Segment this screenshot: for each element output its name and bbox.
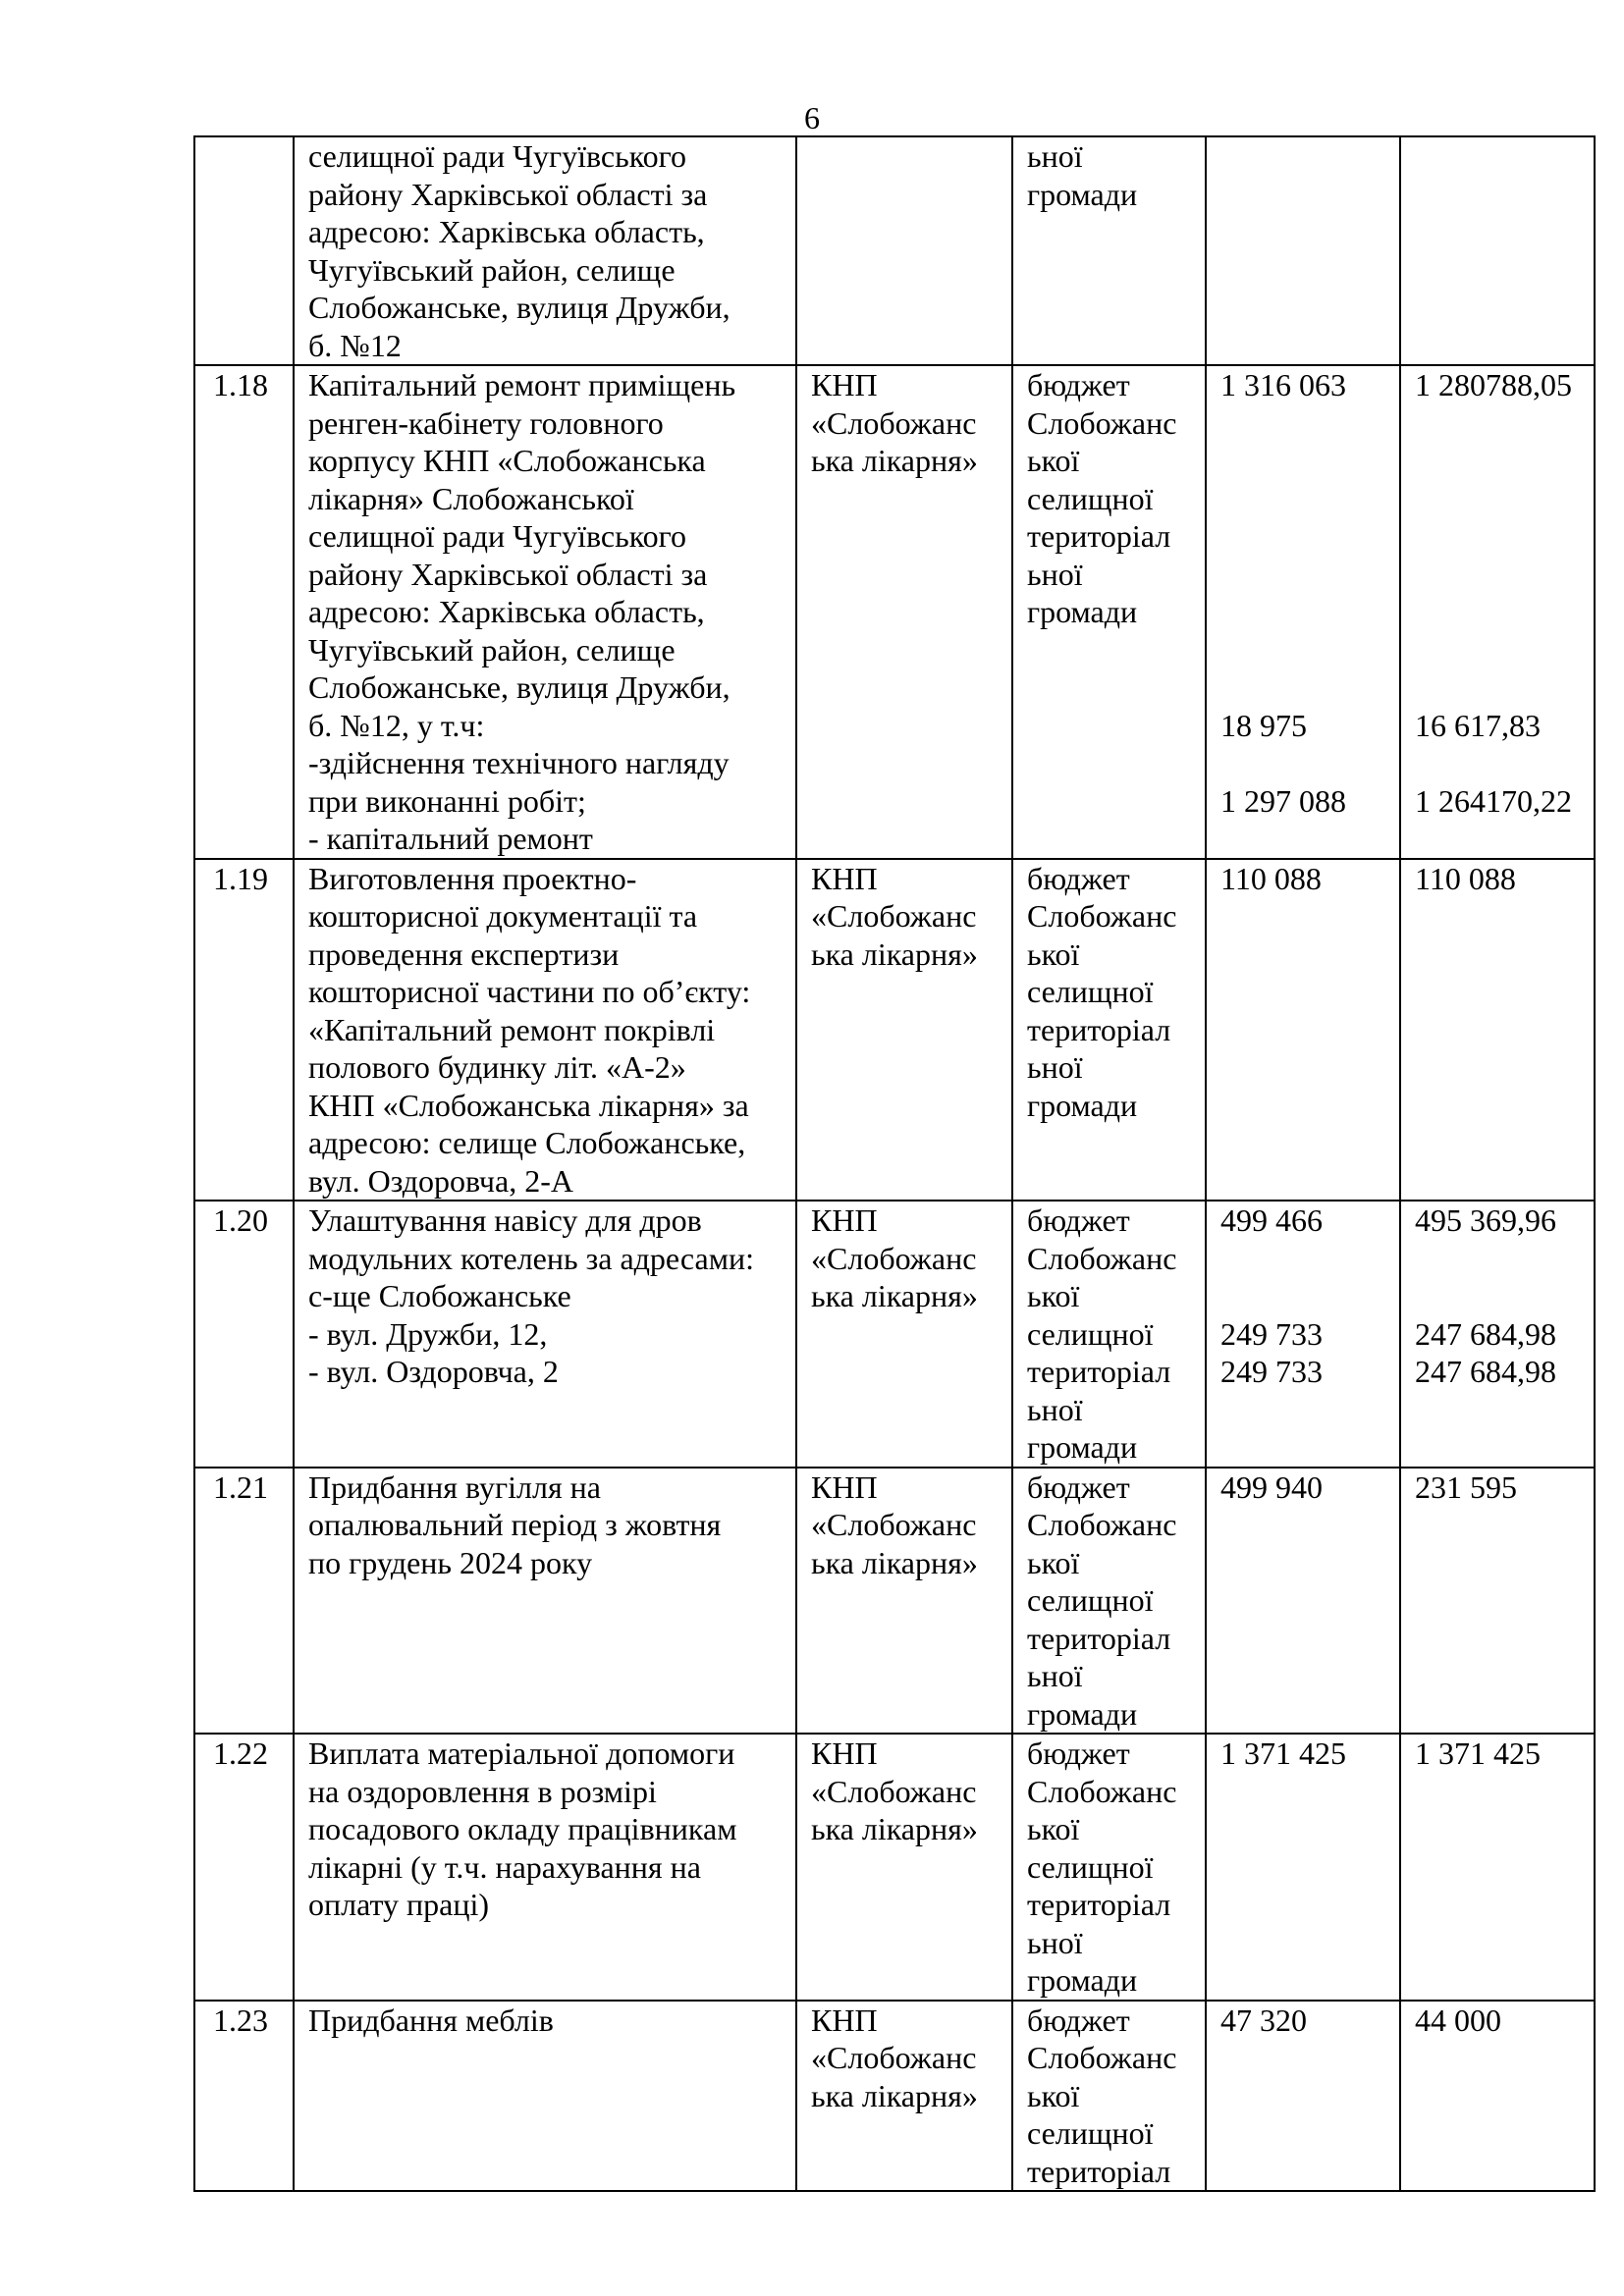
- funding-source-cell: бюджет Слобожанс ької селищної територіал: [1012, 2001, 1206, 2192]
- executor-cell: [796, 136, 1012, 365]
- actual-amount-cell: 231 595: [1400, 1468, 1595, 1735]
- planned-amount-cell: 47 320: [1206, 2001, 1400, 2192]
- planned-amount-cell: 499 940: [1206, 1468, 1400, 1735]
- funding-source-cell: бюджет Слобожанс ької селищної територіал ьної громади: [1012, 1468, 1206, 1735]
- actual-amount-cell: [1400, 136, 1595, 365]
- funding-source-cell: бюджет Слобожанс ької селищної територіал ьної громади: [1012, 365, 1206, 859]
- table-row: [194, 1468, 1595, 1735]
- description-cell: Придбання вугілля на опалювальний період з жовтня по грудень 2024 року: [294, 1468, 796, 1735]
- table-row: [194, 1734, 1595, 2001]
- row-number-cell: 1.20: [194, 1201, 294, 1468]
- executor-cell: КНП «Слобожанс ька лікарня»: [796, 2001, 1012, 2192]
- executor-cell: КНП «Слобожанс ька лікарня»: [796, 859, 1012, 1201]
- row-number-cell: 1.19: [194, 859, 294, 1201]
- table-row: [194, 365, 1595, 859]
- executor-cell: КНП «Слобожанс ька лікарня»: [796, 1468, 1012, 1735]
- description-cell: Капітальний ремонт приміщень ренген-кабінету головного корпусу КНП «Слобожанська лікарня» Слобожанської селищної ради Чугуївського району Харківської області за адресою: Харківська область, Чугуївський район, селище Слобожанське, вулиця Дружби, б. №12, у т.ч: -здійснення технічного нагляду при виконанні робіт; - капітальний ремонт: [294, 365, 796, 859]
- row-number-cell: [194, 136, 294, 365]
- planned-amount-cell: 1 316 063 18 975 1 297 088: [1206, 365, 1400, 859]
- description-cell: Виготовлення проектно- кошторисної документації та проведення експертизи кошторисної частини по об’єкту: «Капітальний ремонт покрівлі полового будинку літ. «А-2» КНП «Слобожанська лікарня» за адресою: селище Слобожанське, вул. Оздоровча, 2-А: [294, 859, 796, 1201]
- program-measures-table: [193, 135, 1596, 2192]
- planned-amount-cell: 110 088: [1206, 859, 1400, 1201]
- executor-cell: КНП «Слобожанс ька лікарня»: [796, 1201, 1012, 1468]
- actual-amount-cell: 495 369,96 247 684,98 247 684,98: [1400, 1201, 1595, 1468]
- planned-amount-cell: 1 371 425: [1206, 1734, 1400, 2001]
- funding-source-cell: ьної громади: [1012, 136, 1206, 365]
- page-number: 6: [804, 100, 820, 135]
- funding-source-cell: бюджет Слобожанс ької селищної територіал ьної громади: [1012, 1201, 1206, 1468]
- description-cell: Виплата матеріальної допомоги на оздоровлення в розмірі посадового окладу працівникам лікарні (у т.ч. нарахування на оплату праці): [294, 1734, 796, 2001]
- actual-amount-cell: 1 371 425: [1400, 1734, 1595, 2001]
- actual-amount-cell: 44 000: [1400, 2001, 1595, 2192]
- table-row: [194, 859, 1595, 1201]
- description-cell: Придбання меблів: [294, 2001, 796, 2192]
- table-row: [194, 136, 1595, 365]
- row-number-cell: 1.22: [194, 1734, 294, 2001]
- executor-cell: КНП «Слобожанс ька лікарня»: [796, 1734, 1012, 2001]
- actual-amount-cell: 1 280788,05 16 617,83 1 264170,22: [1400, 365, 1595, 859]
- planned-amount-cell: 499 466 249 733 249 733: [1206, 1201, 1400, 1468]
- table-row: [194, 1201, 1595, 1468]
- row-number-cell: 1.23: [194, 2001, 294, 2192]
- planned-amount-cell: [1206, 136, 1400, 365]
- description-cell: селищної ради Чугуївського району Харківської області за адресою: Харківська область, Чугуївський район, селище Слобожанське, вулиця Дружби, б. №12: [294, 136, 796, 365]
- row-number-cell: 1.18: [194, 365, 294, 859]
- description-cell: Улаштування навісу для дров модульних котелень за адресами: с-ще Слобожанське - вул. Дружби, 12, - вул. Оздоровча, 2: [294, 1201, 796, 1468]
- actual-amount-cell: 110 088: [1400, 859, 1595, 1201]
- table-row: [194, 2001, 1595, 2192]
- executor-cell: КНП «Слобожанс ька лікарня»: [796, 365, 1012, 859]
- funding-source-cell: бюджет Слобожанс ької селищної територіал ьної громади: [1012, 1734, 1206, 2001]
- funding-source-cell: бюджет Слобожанс ької селищної територіал ьної громади: [1012, 859, 1206, 1201]
- row-number-cell: 1.21: [194, 1468, 294, 1735]
